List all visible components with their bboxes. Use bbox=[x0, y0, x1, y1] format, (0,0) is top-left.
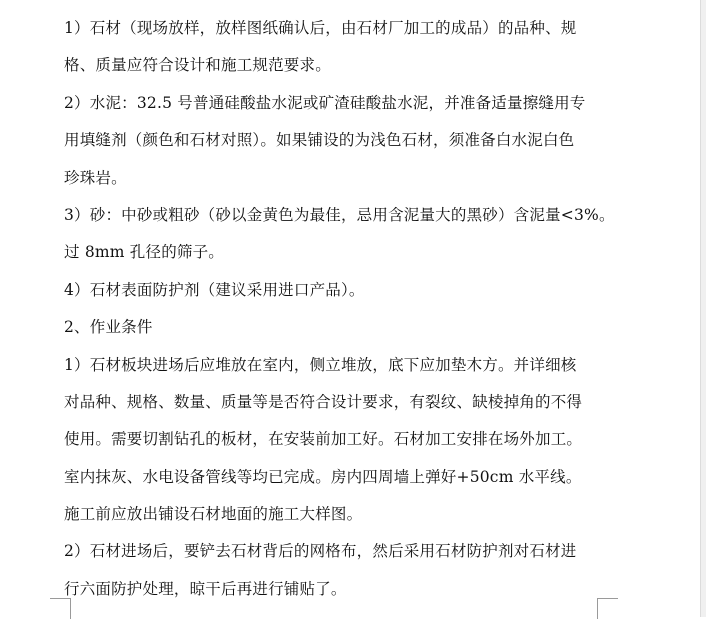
text-line: 行六面防护处理，晾干后再进行铺贴了。 bbox=[64, 579, 347, 598]
text-line: 珍珠岩。 bbox=[64, 168, 127, 187]
text-line: 室内抹灰、水电设备管线等均已完成。房内四周墙上弹好+50cm 水平线。 bbox=[64, 467, 582, 486]
document-body bbox=[64, 10, 616, 608]
text-line: 4）石材表面防护剂（建议采用进口产品）。 bbox=[64, 280, 365, 299]
text-line: 2）水泥：32.5 号普通硅酸盐水泥或矿渣硅酸盐水泥，并准备适量擦缝用专 bbox=[64, 93, 586, 112]
text-line: 3）砂：中砂或粗砂（砂以金黄色为最佳，忌用含泥量大的黑砂）含泥量<3%。 bbox=[64, 205, 615, 224]
margin-corner-marker bbox=[50, 598, 71, 619]
text-line: 用填缝剂（颜色和石材对照）。如果铺设的为浅色石材，须准备白水泥白色 bbox=[64, 131, 575, 150]
text-line: 格、质量应符合设计和施工规范要求。 bbox=[64, 56, 331, 75]
text-line: 1）石材（现场放样，放样图纸确认后，由石材厂加工的成品）的品种、规 bbox=[64, 19, 577, 37]
text-line: 过 8mm 孔径的筛子。 bbox=[64, 243, 225, 262]
window-edge bbox=[700, 0, 706, 617]
text-line: 施工前应放出铺设石材地面的施工大样图。 bbox=[64, 505, 363, 524]
margin-corner-marker bbox=[597, 598, 618, 619]
text-line: 1）石材板块进场后应堆放在室内，侧立堆放，底下应加垫木方。并详细核 bbox=[64, 355, 577, 374]
text-line: 2）石材进场后，要铲去石材背后的网格布，然后采用石材防护剂对石材进 bbox=[64, 542, 577, 561]
text-line: 使用。需要切割钻孔的板材，在安装前加工好。石材加工安排在场外加工。 bbox=[64, 430, 583, 449]
section-heading: 2、作业条件 bbox=[64, 318, 153, 337]
text-line: 对品种、规格、数量、质量等是否符合设计要求，有裂纹、缺棱掉角的不得 bbox=[64, 392, 583, 411]
